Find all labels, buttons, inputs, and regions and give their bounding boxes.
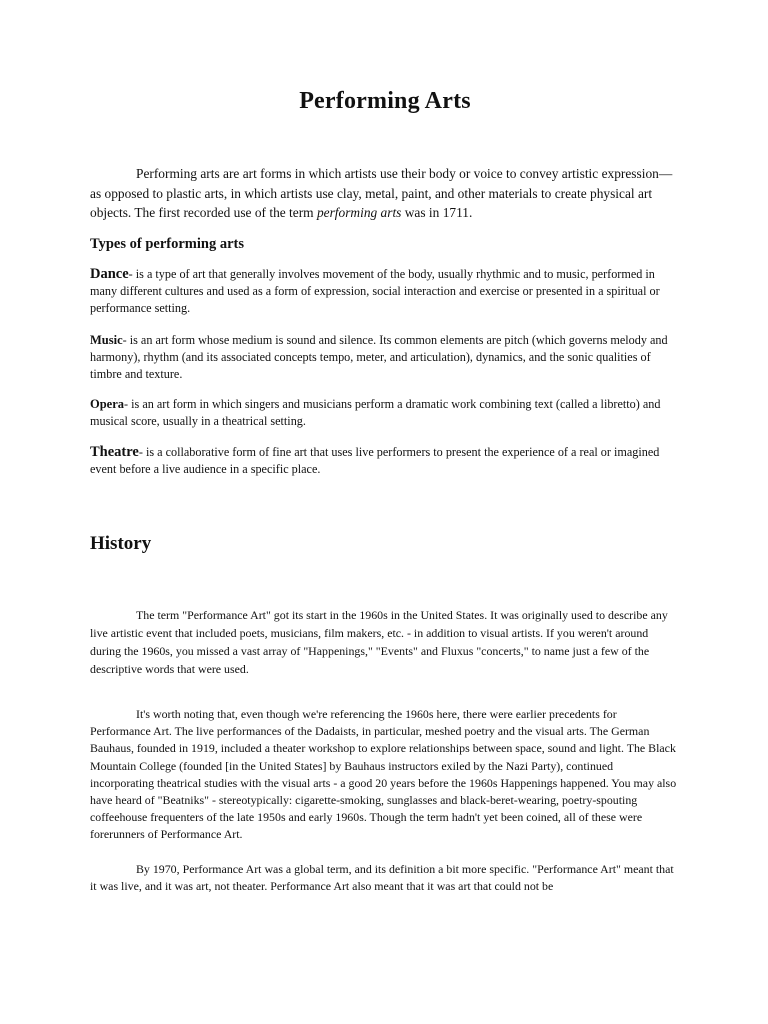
intro-paragraph — [90, 164, 680, 223]
page-title: Performing Arts — [299, 88, 471, 114]
history-paragraph: It's worth noting that, even though we're referencing the 1960s here, there were earlier precedents for Performance Art. The live performances of the Dadaists, in particular, meshed poetry and the visual arts. The German Bauhaus, founded in 1919, included a theater workshop to explore relationships between space, sound and light. The Black Mountain College (founded [in the United States] by Bauhaus instructors exiled by the Nazi Party), continued incorporating theatrical studies with the visual arts - a good 20 years before the 1960s Happenings happened. You may also have heard of "Beatniks" - stereotypically: cigarette-smoking, sunglasses and black-beret-wearing, poetry-spouting coffeehouse frequenters of the late 1950s and early 1960s. Though the term hadn't yet been coined, all of these were forerunners of Performance Art. — [90, 707, 677, 842]
definition-theatre — [90, 444, 670, 478]
definition-term: Theatre — [90, 444, 139, 460]
history-paragraph: The term "Performance Art" got its start in the 1960s in the United States. It was originally used to describe any live artistic event that included poets, musicians, film makers, etc. - in addition to visual artists. If you weren't around during the 1960s, you missed a vast array of "Happenings," "Events" and Fluxus "concerts," to name just a few of the descriptive words that were used. — [90, 608, 668, 676]
definition-term: Dance — [90, 266, 129, 282]
intro-text-after: was in 1711. — [401, 205, 473, 220]
definition-text: - is a type of art that generally involves movement of the body, usually rhythmic and to music, performed in many different cultures and used as a form of expression, social interaction and exercise or presented in a spiritual or performance setting. — [90, 267, 660, 315]
definition-text: - is a collaborative form of fine art that uses live performers to present the experience of a real or imagined event before a live audience in a specific place. — [90, 445, 660, 476]
history-paragraph: By 1970, Performance Art was a global term, and its definition a bit more specific. "Performance Art" meant that it was live, and it was art, not theater. Performance Art also meant that it was art that could not be — [90, 862, 674, 894]
history-heading: History — [90, 533, 152, 554]
intro-text-before: Performing arts are art forms in which artists use their body or voice to convey artistic expression—as opposed to plastic arts, in which artists use clay, metal, paint, and other materials to create physical art objects. The first recorded use of the term — [90, 166, 673, 220]
types-heading: Types of performing arts — [90, 236, 244, 252]
definition-music — [90, 332, 670, 383]
definition-term: Music — [90, 333, 123, 347]
definition-dance — [90, 266, 670, 317]
definition-term: Opera — [90, 397, 125, 411]
definition-text: - is an art form whose medium is sound and silence. Its common elements are pitch (which governs melody and harmony), rhythm (and its associated concepts tempo, meter, and articulation), dynamics, and the sonic qualities of timbre and texture. — [90, 333, 668, 381]
intro-emphasis: performing arts — [316, 205, 402, 220]
definition-opera — [90, 396, 670, 430]
definition-text: - is an art form in which singers and musicians perform a dramatic work combining text (called a libretto) and musical score, usually in a theatrical setting. — [90, 397, 661, 428]
